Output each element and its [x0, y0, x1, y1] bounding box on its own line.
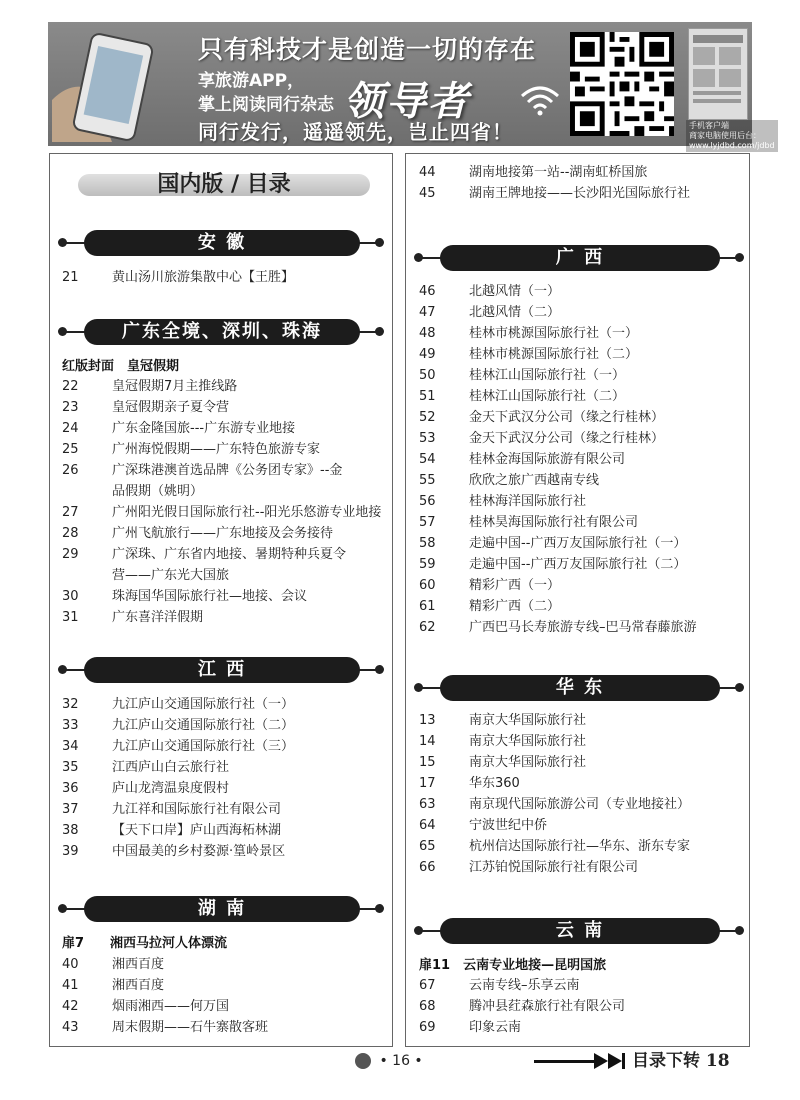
item-title: 广深珠港澳首选品牌《公务团专家》--金 — [112, 463, 343, 478]
item-page-number: 35 — [62, 760, 79, 775]
featured-entry[interactable]: 扉11 云南专业地接—昆明国旅 — [419, 958, 607, 973]
item-page-number: 61 — [419, 599, 436, 614]
section-anhui — [58, 230, 384, 256]
item-page-number: 63 — [419, 797, 436, 812]
item-page-number: 29 — [62, 547, 79, 562]
item-page-number: 57 — [419, 515, 436, 530]
section-header: 安 徽 — [84, 230, 360, 256]
item-page-number: 36 — [62, 781, 79, 796]
arrow-line — [534, 1060, 596, 1063]
item-page-number: 23 — [62, 400, 79, 415]
item-title: 湖南地接第一站--湖南虹桥国旅 — [469, 165, 648, 180]
item-title: 【天下口岸】庐山西海柘林湖 — [112, 823, 282, 838]
item-title: 欣欣之旅广西越南专线 — [469, 473, 600, 488]
arrow-bar — [622, 1053, 625, 1069]
arrow-right-icon — [608, 1053, 622, 1069]
item-page-number: 44 — [419, 165, 436, 180]
item-page-number: 33 — [62, 718, 79, 733]
section-header: 华 东 — [440, 675, 720, 701]
item-page-number: 67 — [419, 978, 436, 993]
section-hunan — [58, 896, 384, 922]
section-header: 江 西 — [84, 657, 360, 683]
item-title: 南京大华国际旅行社 — [469, 713, 587, 728]
item-title: 广州飞航旅行——广东地接及会务接待 — [112, 526, 334, 541]
magazine-logo-icon — [355, 1053, 371, 1069]
header-banner — [48, 22, 775, 150]
item-title: 烟雨湘西——何万国 — [112, 999, 230, 1014]
item-page-number: 50 — [419, 368, 436, 383]
item-page-number: 42 — [62, 999, 79, 1014]
item-title: 营——广东光大国旅 — [112, 568, 230, 583]
item-title: 南京大华国际旅行社 — [469, 755, 587, 770]
client-label: 手机客户端 — [689, 121, 729, 130]
item-title: 庐山龙湾温泉度假村 — [112, 781, 230, 796]
item-page-number: 52 — [419, 410, 436, 425]
item-title: 云南专线–乐享云南 — [469, 978, 580, 993]
item-title: 中国最美的乡村婺源·篁岭景区 — [112, 844, 286, 859]
banner-big-text: 领导者 — [344, 79, 470, 125]
item-page-number: 65 — [419, 839, 436, 854]
client-url[interactable]: www.lyjdbd.com/jdbd — [689, 141, 775, 150]
toc-heading — [78, 168, 370, 202]
item-page-number: 55 — [419, 473, 436, 488]
item-page-number: 60 — [419, 578, 436, 593]
section-guangxi — [414, 245, 744, 271]
item-page-number: 41 — [62, 978, 79, 993]
item-page-number: 64 — [419, 818, 436, 833]
item-title: 宁波世纪中侨 — [469, 818, 548, 833]
item-page-number: 53 — [419, 431, 436, 446]
qr-code-icon[interactable] — [570, 32, 674, 136]
item-page-number: 47 — [419, 305, 436, 320]
item-page-number: 45 — [419, 186, 436, 201]
item-page-number: 31 — [62, 610, 79, 625]
item-page-number: 62 — [419, 620, 436, 635]
section-yunnan — [414, 918, 744, 944]
wifi-icon — [518, 82, 562, 116]
item-title: 印象云南 — [469, 1020, 522, 1035]
item-title: 桂林海洋国际旅行社 — [469, 494, 587, 509]
item-title: 桂林金海国际旅游有限公司 — [469, 452, 626, 467]
item-title: 桂林江山国际旅行社（一） — [469, 368, 626, 383]
item-page-number: 54 — [419, 452, 436, 467]
item-page-number: 22 — [62, 379, 79, 394]
item-title: 桂林江山国际旅行社（二） — [469, 389, 626, 404]
item-page-number: 49 — [419, 347, 436, 362]
item-page-number: 30 — [62, 589, 79, 604]
banner-slogan: 同行发行，遥遥领先，岂止四省！ — [198, 120, 513, 144]
item-title: 皇冠假期7月主推线路 — [112, 379, 238, 394]
item-title: 周末假期——石牛寨散客班 — [112, 1020, 269, 1035]
section-header: 广 西 — [440, 245, 720, 271]
item-title: 品假期（姚明） — [112, 484, 204, 499]
item-page-number: 14 — [419, 734, 436, 749]
item-page-number: 13 — [419, 713, 436, 728]
item-page-number: 39 — [62, 844, 79, 859]
item-title: 湘西百度 — [112, 957, 165, 972]
item-title: 腾冲县荭森旅行社有限公司 — [469, 999, 626, 1014]
item-page-number: 24 — [62, 421, 79, 436]
item-page-number: 56 — [419, 494, 436, 509]
item-title: 精彩广西（二） — [469, 599, 561, 614]
section-header: 云 南 — [440, 918, 720, 944]
featured-entry[interactable]: 扉7 湘西马拉河人体漂流 — [62, 936, 228, 951]
app-preview-icon — [689, 29, 747, 119]
section-header: 广东全境、深圳、珠海 — [84, 319, 360, 345]
item-title: 桂林市桃源国际旅行社（二） — [469, 347, 639, 362]
section-dot — [375, 238, 384, 247]
item-page-number: 25 — [62, 442, 79, 457]
item-title: 广深珠、广东省内地接、暑期特种兵夏令 — [112, 547, 347, 562]
item-page-number: 38 — [62, 823, 79, 838]
item-page-number: 40 — [62, 957, 79, 972]
item-page-number: 28 — [62, 526, 79, 541]
item-title: 湖南王牌地接——长沙阳光国际旅行社 — [469, 186, 691, 201]
item-title: 广东金隆国旅---广东游专业地接 — [112, 421, 296, 436]
banner-subtitle-1: 享旅游APP， — [198, 71, 305, 91]
item-title: 湘西百度 — [112, 978, 165, 993]
item-title: 走遍中国--广西万友国际旅行社（一） — [469, 536, 687, 551]
item-title: 九江庐山交通国际旅行社（二） — [112, 718, 295, 733]
continue-link[interactable] — [534, 1050, 752, 1072]
item-page-number: 58 — [419, 536, 436, 551]
item-page-number: 26 — [62, 463, 79, 478]
item-title: 珠海国华国际旅行社—地接、会议 — [112, 589, 308, 604]
page-number — [355, 1050, 445, 1072]
item-page-number: 27 — [62, 505, 79, 520]
item-page-number: 43 — [62, 1020, 79, 1035]
item-title: 广东喜洋洋假期 — [112, 610, 204, 625]
item-page-number: 37 — [62, 802, 79, 817]
item-title: 桂林市桃源国际旅行社（一） — [469, 326, 639, 341]
section-header: 湖 南 — [84, 896, 360, 922]
banner-subtitle-2: 掌上阅读同行杂志 — [198, 95, 334, 115]
item-page-number: 48 — [419, 326, 436, 341]
item-title: 杭州信达国际旅行社—华东、浙东专家 — [469, 839, 691, 854]
item-title: 九江庐山交通国际旅行社（一） — [112, 697, 295, 712]
item-title: 精彩广西（一） — [469, 578, 561, 593]
item-title: 北越风情（二） — [469, 305, 561, 320]
section-guangdong — [58, 319, 384, 345]
item-title: 南京大华国际旅行社 — [469, 734, 587, 749]
item-title: 华东360 — [469, 776, 520, 791]
continue-text: 目录下转 18 — [632, 1051, 730, 1071]
item-page-number: 15 — [419, 755, 436, 770]
app-screenshot — [688, 28, 748, 120]
item-title: 江苏铂悦国际旅行社有限公司 — [469, 860, 639, 875]
item-title: 皇冠假期亲子夏令营 — [112, 400, 230, 415]
item-title: 南京现代国际旅游公司（专业地接社） — [469, 797, 691, 812]
item-title: 江西庐山白云旅行社 — [112, 760, 230, 775]
item-title: 九江庐山交通国际旅行社（三） — [112, 739, 295, 754]
item-page-number: 17 — [419, 776, 436, 791]
item-title: 走遍中国--广西万友国际旅行社（二） — [469, 557, 687, 572]
item-title: 广州阳光假日国际旅行社--阳光乐悠游专业地接 — [112, 505, 382, 520]
client-backend-label: 商家电脑使用后台： — [689, 131, 761, 140]
item-title: 广西巴马长寿旅游专线–巴马常春藤旅游 — [469, 620, 697, 635]
section-jiangxi — [58, 657, 384, 683]
item-title: 金天下武汉分公司（缘之行桂林） — [469, 431, 665, 446]
item-page-number: 46 — [419, 284, 436, 299]
phone-in-hand-icon — [52, 30, 160, 142]
item-page-number: 34 — [62, 739, 79, 754]
item-title: 桂林昊海国际旅行社有限公司 — [469, 515, 639, 530]
item-title: 广州海悦假期——广东特色旅游专家 — [112, 442, 321, 457]
item-page-number: 59 — [419, 557, 436, 572]
item-title: 北越风情（一） — [469, 284, 561, 299]
section-huadong — [414, 675, 744, 701]
item-page-number: 66 — [419, 860, 436, 875]
toc-title: 国内版 / 目录 — [157, 172, 291, 197]
client-info — [686, 120, 778, 152]
item-page-number: 32 — [62, 697, 79, 712]
featured-entry[interactable]: 红版封面 皇冠假期 — [62, 359, 180, 374]
arrow-right-icon — [594, 1053, 608, 1069]
item-page-number: 69 — [419, 1020, 436, 1035]
page-number-text: • 16 • — [379, 1053, 423, 1069]
banner-title: 只有科技才是创造一切的存在 — [198, 35, 537, 64]
item-page-number: 68 — [419, 999, 436, 1014]
item-title: 九江祥和国际旅行社有限公司 — [112, 802, 282, 817]
item-page-number: 51 — [419, 389, 436, 404]
item-title: 金天下武汉分公司（缘之行桂林） — [469, 410, 665, 425]
